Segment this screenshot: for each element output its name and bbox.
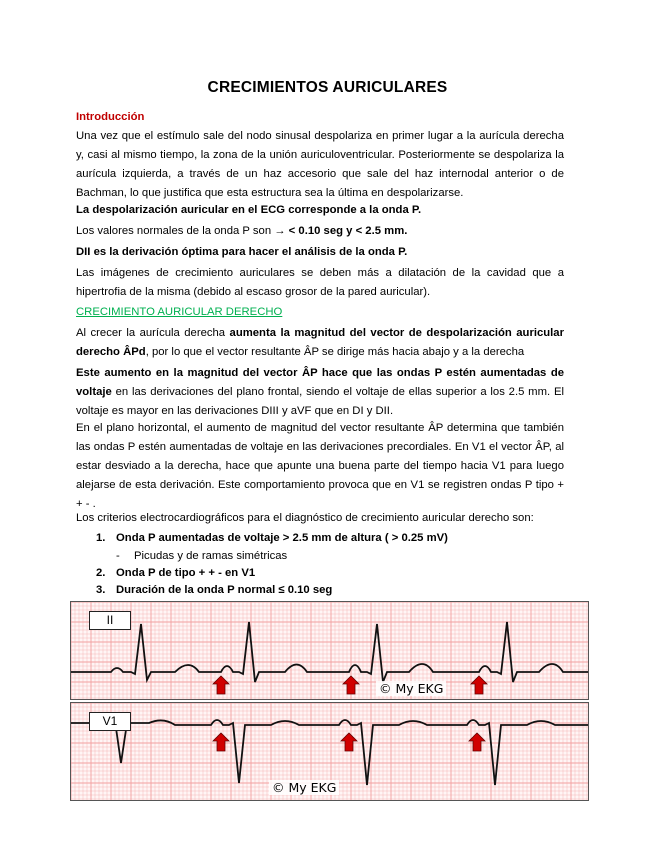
criteria-intro: Los criterios electrocardiográficos para el diagnóstico de crecimiento auricular derecho son: <box>76 512 534 524</box>
criteria-item-2 <box>96 564 255 582</box>
section-heading-right-atrial: CRECIMIENTO AURICULAR DERECHO <box>76 306 283 318</box>
lead-label-ii: II <box>89 611 131 630</box>
para2-text-a: Este aumento en la magnitud del vector ÂP hace que las ondas P estén aumentadas de voltaje <box>76 367 564 398</box>
statement-dii: DII es la derivación óptima para hacer el análisis de la onda P. <box>76 246 408 258</box>
paragraph-vector <box>76 324 564 362</box>
statement-p-wave: La despolarización auricular en el ECG corresponde a la onda P. <box>76 204 422 216</box>
ecg-waveform <box>71 622 588 682</box>
dilatation-paragraph: Las imágenes de crecimiento auriculares se deben más a dilatación de la cavidad que a hipertrofia de la misma (debido al escaso grosor de la pared auricular). <box>76 267 564 298</box>
criteria-number: 1. <box>96 532 106 544</box>
criteria-text: Onda P aumentadas de voltaje > 2.5 mm de altura ( > 0.25 mV) <box>116 532 448 544</box>
para2-text-b: en las derivaciones del plano frontal, siendo el voltaje de ellas superior a los 2.5 mm. El voltaje es mayor en las derivaciones DIII y aVF que en DI y DII. <box>76 386 564 417</box>
para1-text-c: , por lo que el vector resultante ÂP se dirige más hacia abajo y a la derecha <box>145 346 525 358</box>
up-arrow-icon <box>343 676 359 694</box>
ecg-trace-ii <box>71 602 588 699</box>
up-arrow-icon <box>471 676 487 694</box>
criteria-item-1 <box>96 529 448 547</box>
sub-bullet-dash: - <box>116 550 120 562</box>
page-title: CRECIMIENTOS AURICULARES <box>207 79 448 96</box>
ecg-waveform <box>71 720 588 785</box>
ecg-strip-lead-ii <box>70 601 589 700</box>
up-arrow-icon <box>213 676 229 694</box>
para1-text-a: Al crecer la aurícula derecha <box>76 327 230 339</box>
criteria-text: Duración de la onda P normal ≤ 0.10 seg <box>116 584 333 596</box>
up-arrow-icon <box>213 733 229 751</box>
criteria-number: 2. <box>96 567 106 579</box>
normal-values <box>76 222 564 241</box>
watermark: © My EKG <box>269 780 339 795</box>
criteria-sub-bullet <box>116 547 287 565</box>
criteria-number: 3. <box>96 584 106 596</box>
sub-bullet-text: Picudas y de ramas simétricas <box>134 550 288 562</box>
arrow-icon: → <box>274 225 286 237</box>
intro-heading: Introducción <box>76 111 145 123</box>
criteria-text: Onda P de tipo + + - en V1 <box>116 567 256 579</box>
intro-paragraph: Una vez que el estímulo sale del nodo sinusal despolariza en primer lugar a la aurícula derecha y, casi al mismo tiempo, la zona de la unión auriculoventricular. Posteriormente se despolariza la aurícula izquierda, a través de un haz accesorio que sale del haz internodal anterior o de Bachman, lo que justifica que esta estructura sea la última en despolarizarse. <box>76 130 564 199</box>
up-arrow-icon <box>341 733 357 751</box>
watermark: © My EKG <box>376 681 446 696</box>
normal-values-value: < 0.10 seg y < 2.5 mm. <box>285 225 408 237</box>
criteria-item-3 <box>96 581 332 599</box>
normal-values-prefix: Los valores normales de la onda P son <box>76 225 275 237</box>
paragraph-horizontal-plane: En el plano horizontal, el aumento de magnitud del vector resultante ÂP determina que también las ondas P estén aumentadas de voltaje en las derivaciones precordiales. En V1 el vector ÂP, al estar desviado a la derecha, hace que apunte una buena parte del tiempo hacia V1 para luego alejarse de esta derivación. Este comportamiento provoca que en V1 se registren ondas P tipo + + - . <box>76 422 564 510</box>
ecg-strip-lead-v1 <box>70 702 589 801</box>
paragraph-voltage <box>76 364 564 421</box>
p-wave-markers <box>213 733 485 751</box>
para1-text-b: aumenta la magnitud del vector de despolarización auricular derecho ÂPd <box>76 327 564 358</box>
lead-label-v1: V1 <box>89 712 131 731</box>
